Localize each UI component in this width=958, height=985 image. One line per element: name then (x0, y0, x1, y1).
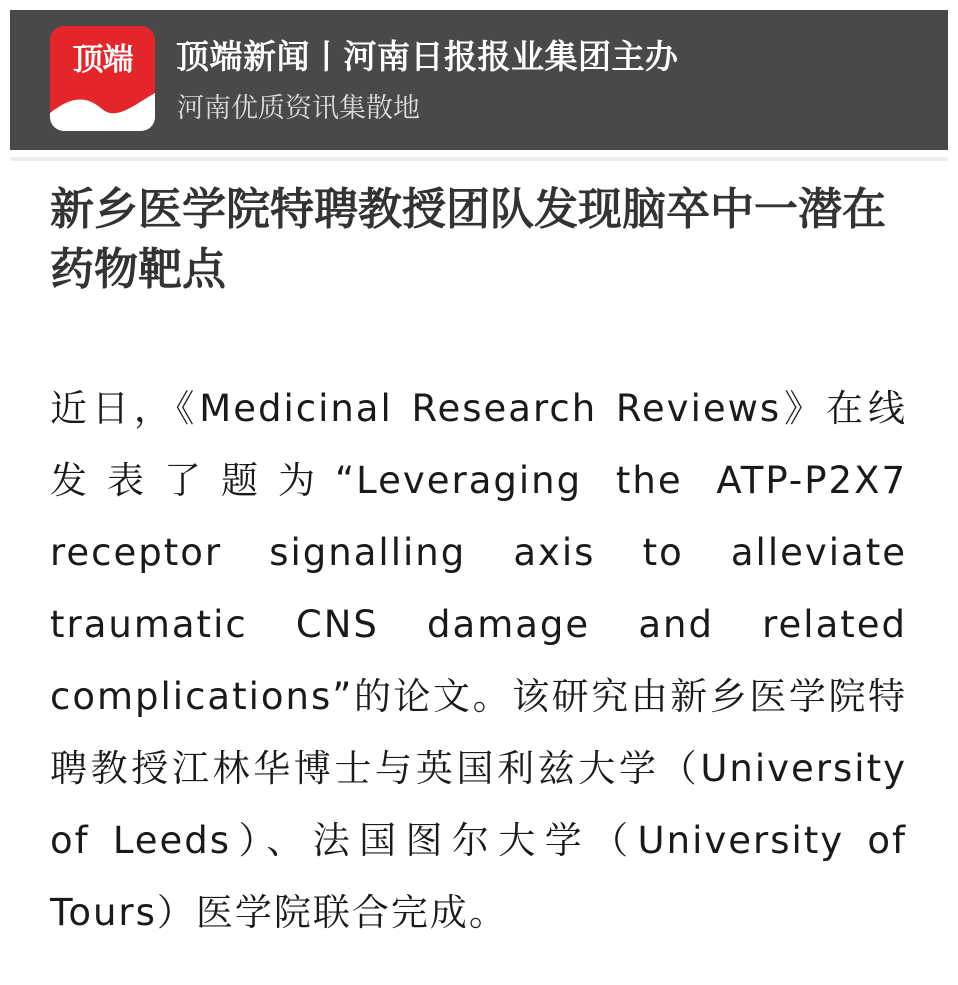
header-divider (10, 157, 948, 161)
article-headline: 新乡医学院特聘教授团队发现脑卒中一潜在药物靶点 (50, 184, 886, 295)
publisher-banner (10, 10, 948, 150)
publisher-title: 顶端新闻丨河南日报报业集团主办 (176, 37, 679, 76)
logo-text: 顶端 (72, 42, 133, 78)
publisher-logo[interactable] (50, 26, 155, 131)
article-body-paragraph: 近日，《Medicinal Research Reviews》在线发表了题为“Leveraging the ATP-P2X7 receptor signalling axis to alleviate traumatic CNS damage and related complications”的论文。该研究由新乡医学院特聘教授江林华博士与英国利兹大学（University of Leeds）、法国图尔大学（University of Tours）医学院联合完成。 (50, 387, 907, 934)
logo-wave-icon (50, 83, 155, 131)
publisher-subtitle: 河南优质资讯集散地 (177, 93, 420, 124)
